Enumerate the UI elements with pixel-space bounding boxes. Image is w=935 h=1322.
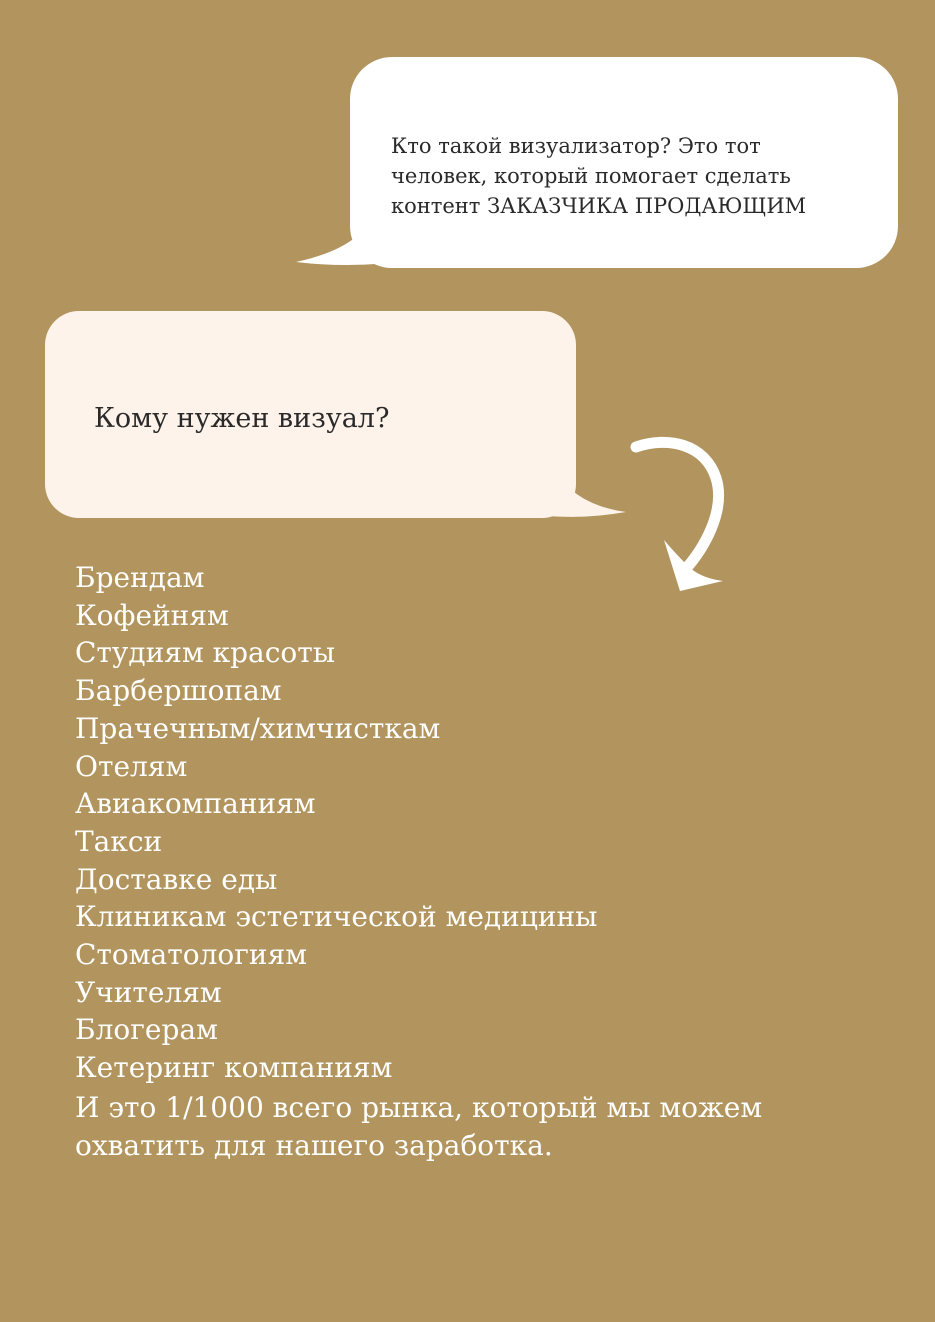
list-item: Стоматологиям <box>75 938 308 972</box>
list-item: Клиникам эстетической медицины <box>75 900 598 934</box>
bubble-top-text: Кто такой визуализатор? Это тот человек, который помогает сделать контент ЗАКАЗЧИКА ПРОДАЮЩИМ <box>391 134 807 218</box>
list-item: Учителям <box>75 975 222 1009</box>
list-item: Авиакомпаниям <box>75 787 316 821</box>
list-item: Доставке еды <box>75 862 278 896</box>
list-item: Студиям красоты <box>75 636 336 670</box>
list-item: Кофейням <box>75 598 229 632</box>
list-item: Такси <box>75 824 163 858</box>
list-item: Кетеринг компаниям <box>75 1051 393 1085</box>
question-heading: Кому нужен визуал? <box>94 403 390 434</box>
closing-paragraph: И это 1/1000 всего рынка, который мы можем охватить для нашего заработка. <box>75 1091 763 1162</box>
audience-list <box>75 559 895 1087</box>
list-item: Барбершопам <box>75 674 282 708</box>
list-item: Блогерам <box>75 1013 218 1047</box>
list-item: Отелям <box>75 749 188 783</box>
list-item: Прачечным/химчисткам <box>75 711 441 745</box>
list-item: Брендам <box>75 561 205 594</box>
speech-bubbles-graphic <box>0 0 935 600</box>
